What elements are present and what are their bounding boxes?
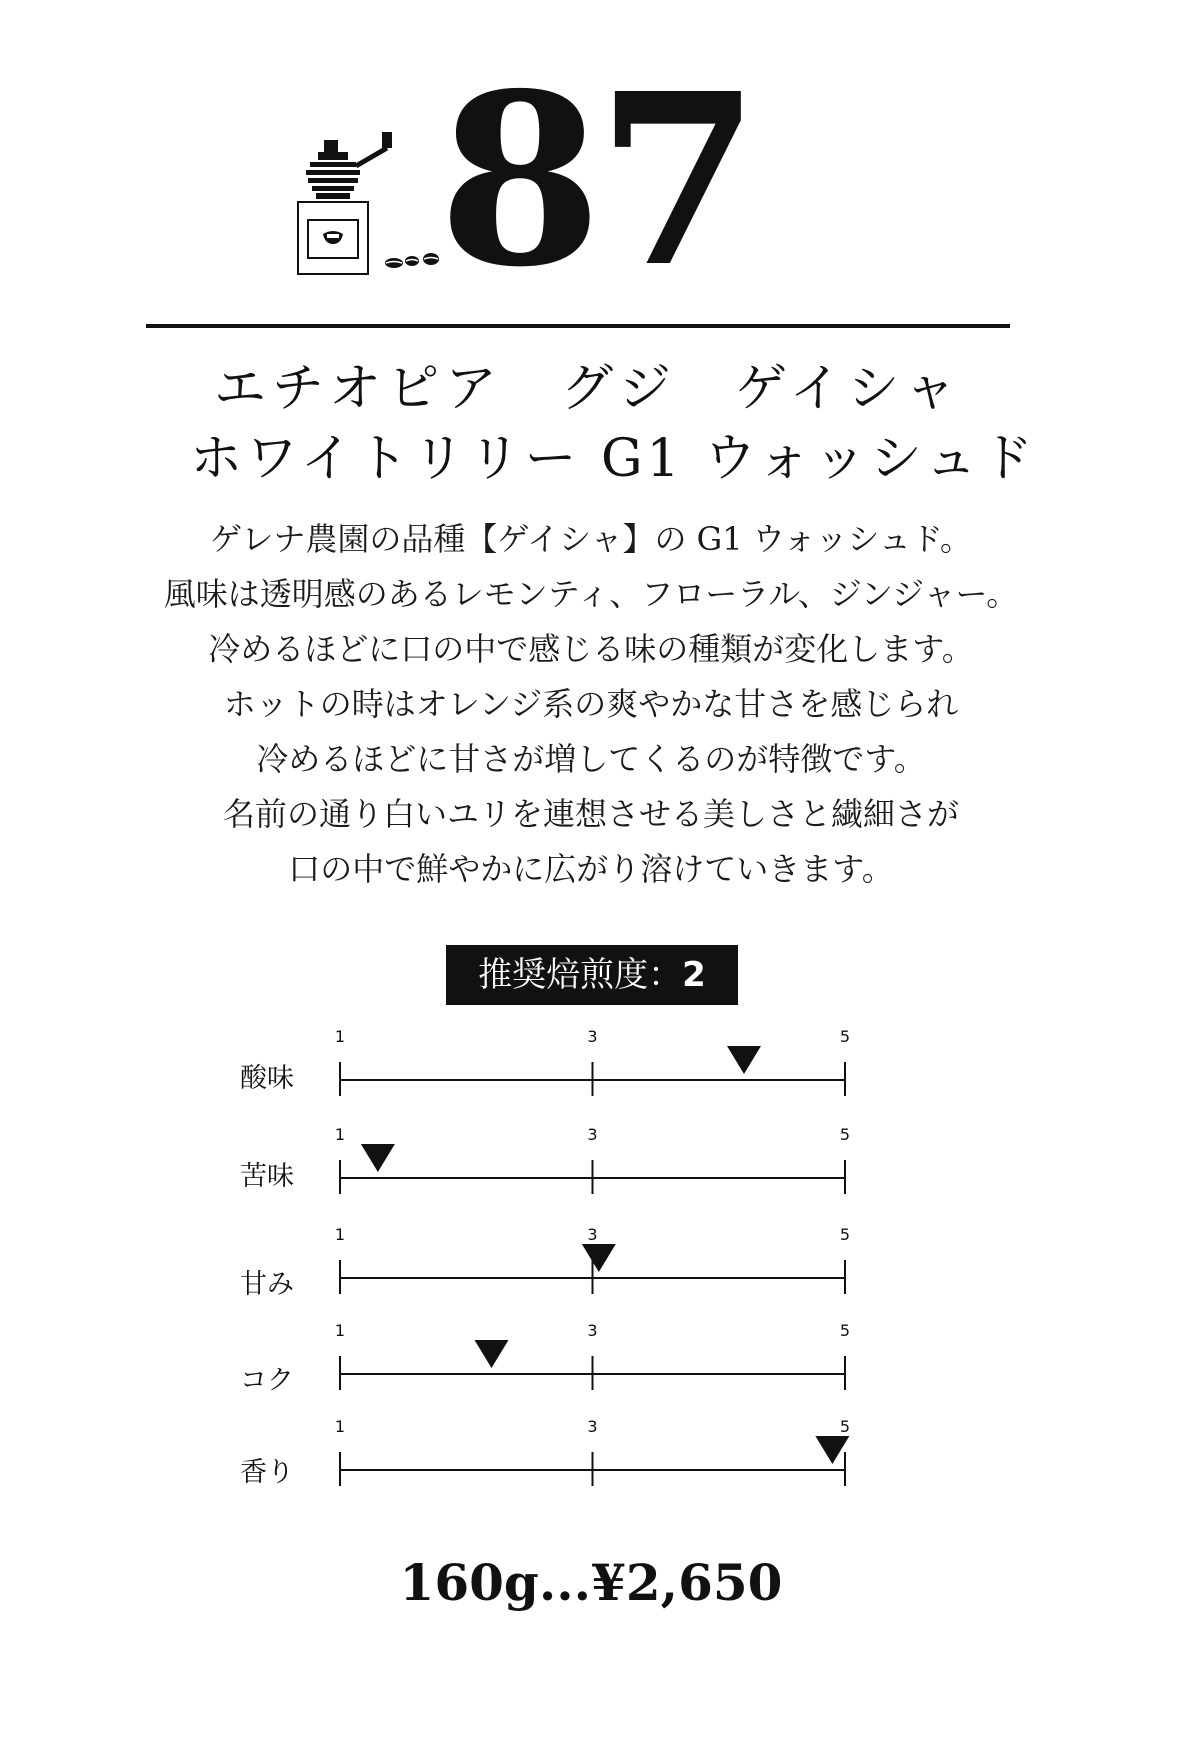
price: 160g...¥2,650 — [399, 1553, 783, 1612]
description-line: 風味は透明感のあるレモンティ、フローラル、ジンジャー。 — [163, 575, 1019, 613]
scale-label-aroma: 香り — [240, 1457, 294, 1488]
roast-value: 2 — [682, 955, 706, 995]
roast-label: 推奨焙煎度： — [478, 955, 683, 995]
scale-body — [300, 1322, 900, 1402]
scale-tick-label: 1 — [334, 1125, 346, 1144]
scale-tick-label: 1 — [334, 1225, 346, 1244]
scale-marker — [727, 1046, 761, 1074]
scale-tick-label: 3 — [587, 1321, 598, 1340]
scale-tick-label: 3 — [587, 1225, 598, 1244]
description-line: ゲレナ農園の品種【ゲイシャ】の G1 ウォッシュド。 — [210, 520, 972, 558]
title-line-1: エチオピア グジ ゲイシャ — [214, 359, 963, 419]
scale-tick-label: 5 — [839, 1417, 851, 1436]
scale-tick-label: 3 — [587, 1027, 598, 1046]
description-line: ホットの時はオレンジ系の爽やかな甘さを感じられ — [223, 685, 959, 723]
scale-label-bitterness: 苦味 — [240, 1161, 294, 1192]
scale-marker — [582, 1244, 616, 1272]
scale-label-acidity: 酸味 — [240, 1063, 294, 1094]
scale-marker — [361, 1144, 395, 1172]
scale-tick-label: 5 — [839, 1027, 851, 1046]
description-line: 口の中で鮮やかに広がり溶けていきます。 — [288, 850, 894, 888]
title-line-2: ホワイトリリー G1 ウォッシュド — [190, 429, 1038, 489]
product-number: 87 — [438, 41, 755, 319]
scale-label-body: コク — [240, 1365, 294, 1396]
description-line: 冷めるほどに甘さが増してくるのが特徴です。 — [256, 740, 926, 778]
scale-acidity — [300, 1028, 900, 1108]
scale-bitterness — [300, 1126, 900, 1206]
scale-aroma — [300, 1418, 900, 1498]
scale-tick-label: 3 — [587, 1125, 598, 1144]
scale-marker — [475, 1340, 509, 1368]
scale-tick-label: 5 — [839, 1321, 851, 1340]
scale-tick-label: 1 — [334, 1027, 346, 1046]
scale-tick-label: 1 — [334, 1417, 346, 1436]
description-line: 名前の通り白いユリを連想させる美しさと繊細さが — [222, 795, 959, 833]
scale-sweetness — [300, 1226, 900, 1306]
scale-tick-label: 3 — [587, 1417, 598, 1436]
scale-tick-label: 1 — [334, 1321, 346, 1340]
scale-tick-label: 5 — [839, 1225, 851, 1244]
scale-tick-label: 5 — [839, 1125, 851, 1144]
description-line: 冷めるほどに口の中で感じる味の種類が変化します。 — [208, 630, 974, 668]
scale-label-sweetness: 甘み — [240, 1269, 294, 1300]
